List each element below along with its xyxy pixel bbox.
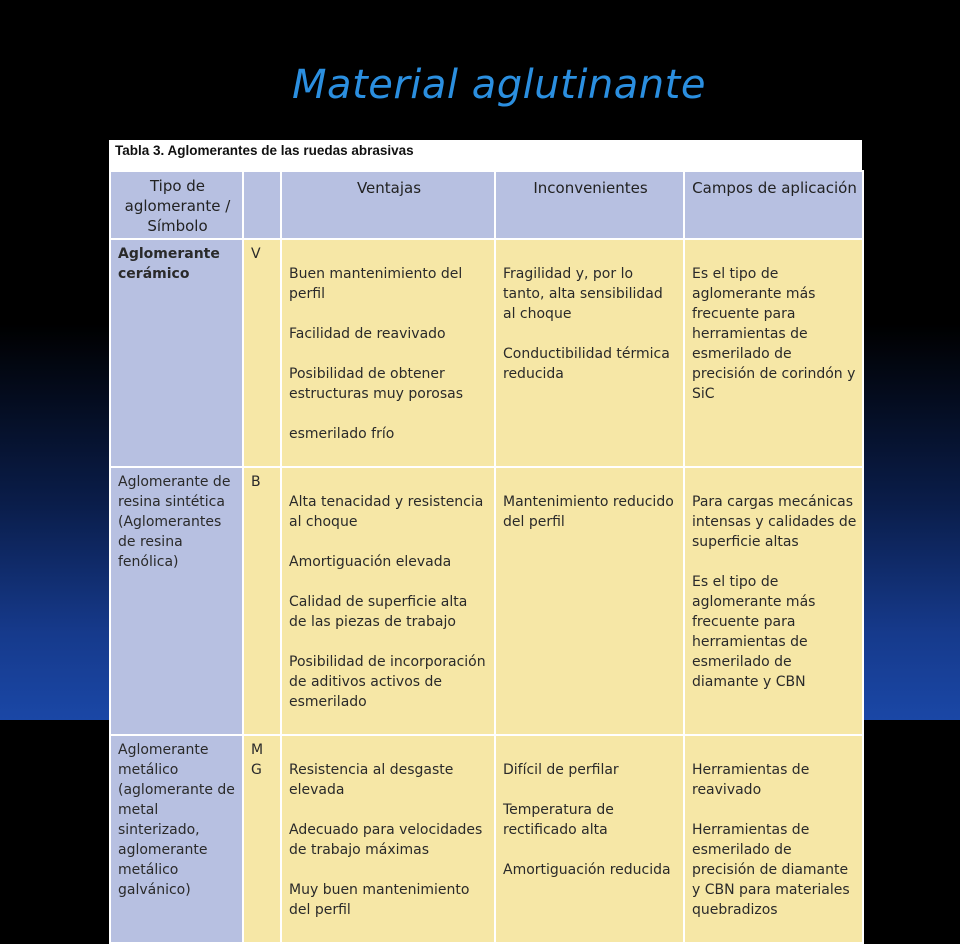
row-aplicacion: [684, 467, 863, 735]
row-aplicacion: [684, 239, 863, 467]
inconveniente-item: Difícil de perfilar: [503, 762, 619, 778]
ventaja-item: Facilidad de reavivado: [289, 326, 446, 342]
row-inconvenientes: [495, 239, 684, 467]
inconveniente-item: Fragilidad y, por lo tanto, alta sensibilidad al choque: [503, 266, 663, 322]
row-inconvenientes: [495, 735, 684, 943]
row-type: Aglomerante de resina sintética (Aglomerantes de resina fenólica): [110, 467, 243, 735]
ventaja-item: Amortiguación elevada: [289, 554, 452, 570]
row-type: Aglomerante metálico (aglomerante de metal sinterizado, aglomerante metálico galvánico): [110, 735, 243, 943]
header-aplicacion: Campos de aplicación: [684, 171, 863, 239]
ventaja-item: Calidad de superficie alta de las piezas de trabajo: [289, 594, 468, 630]
inconveniente-item: Mantenimiento reducido del perfil: [503, 494, 674, 530]
table-row: [110, 239, 863, 467]
row-ventajas: [281, 735, 495, 943]
row-inconvenientes: [495, 467, 684, 735]
inconveniente-item: Conductibilidad térmica reducida: [503, 346, 670, 382]
row-type: Aglomerante cerámico: [110, 239, 243, 467]
table-caption: Tabla 3. Aglomerantes de las ruedas abrasivas: [109, 140, 862, 170]
aplicacion-item: Es el tipo de aglomerante más frecuente para herramientas de esmerilado de diamante y CBN: [692, 574, 816, 690]
table-container: [109, 140, 862, 918]
row-ventajas: [281, 239, 495, 467]
ventaja-item: esmerilado frío: [289, 426, 395, 442]
row-symbol: B: [243, 467, 281, 735]
ventaja-item: Muy buen mantenimiento del perfil: [289, 882, 470, 918]
header-ventajas: Ventajas: [281, 171, 495, 239]
aplicacion-item: Es el tipo de aglomerante más frecuente para herramientas de esmerilado de precisión de corindón y SiC: [692, 266, 856, 402]
aplicacion-item: Para cargas mecánicas intensas y calidades de superficie altas: [692, 494, 857, 550]
row-ventajas: [281, 467, 495, 735]
header-tipo: Tipo de aglomerante / Símbolo: [110, 171, 243, 239]
inconveniente-item: Temperatura de rectificado alta: [503, 802, 614, 838]
row-symbol: M G: [243, 735, 281, 943]
inconveniente-item: Amortiguación reducida: [503, 862, 671, 878]
table-header-row: [110, 171, 863, 239]
ventaja-item: Posibilidad de incorporación de aditivos activos de esmerilado: [289, 654, 486, 710]
slide-title: Material aglutinante: [292, 62, 706, 108]
ventaja-item: Posibilidad de obtener estructuras muy porosas: [289, 366, 464, 402]
header-inconvenientes: Inconvenientes: [495, 171, 684, 239]
row-aplicacion: [684, 735, 863, 943]
ventaja-item: Buen mantenimiento del perfil: [289, 266, 463, 302]
aplicacion-item: Herramientas de reavivado: [692, 762, 810, 798]
table-row: [110, 467, 863, 735]
ventaja-item: Resistencia al desgaste elevada: [289, 762, 454, 798]
aplicacion-item: Herramientas de esmerilado de precisión de diamante y CBN para materiales quebradizos: [692, 822, 850, 918]
ventaja-item: Adecuado para velocidades de trabajo máximas: [289, 822, 483, 858]
row-symbol: V: [243, 239, 281, 467]
binders-table: [109, 170, 864, 944]
ventaja-item: Alta tenacidad y resistencia al choque: [289, 494, 484, 530]
table-row: [110, 735, 863, 943]
header-symbol: [243, 171, 281, 239]
